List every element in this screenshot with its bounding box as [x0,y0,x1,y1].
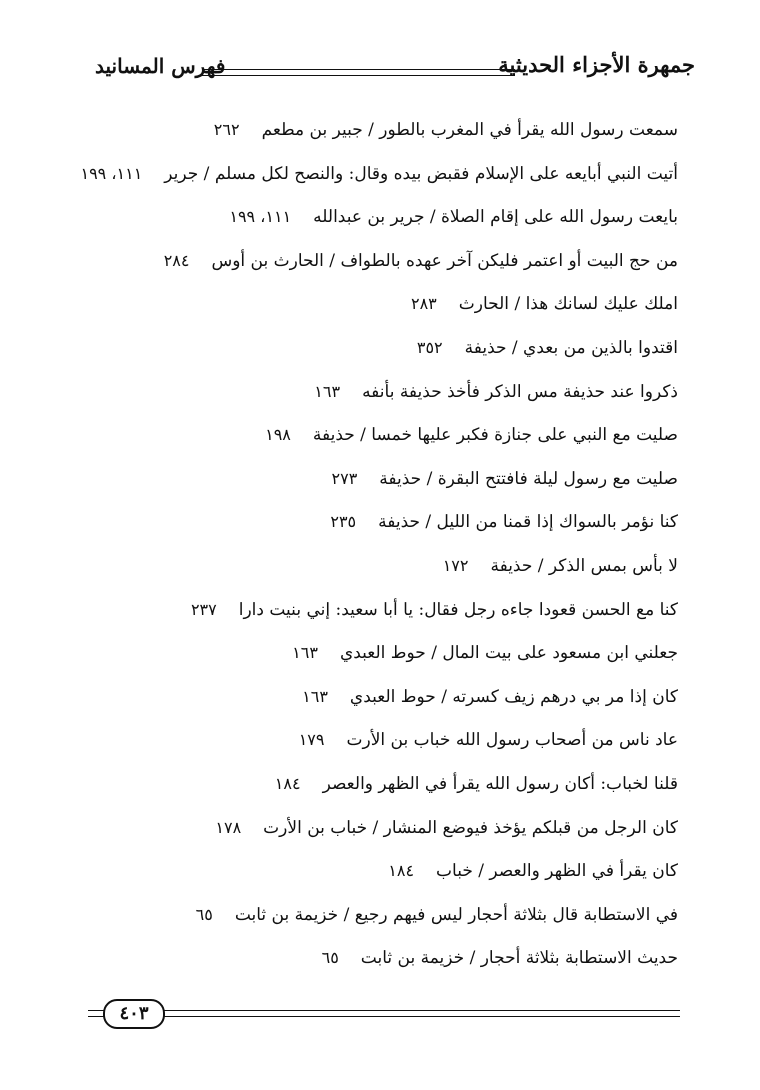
entry-pages: ١٩٨ [265,425,291,445]
entry-pages: ٢٨٤ [163,250,190,270]
index-entry [78,462,678,506]
entry-text: صليت مع رسول ليلة فافتتح البقرة / حذيفة [379,468,678,489]
entry-text: أتيت النبي أبايعه على الإسلام فقبض بيده وقال: والنصح لكل مسلم / جرير [164,163,678,184]
entry-pages: ١٦٣ [314,381,341,401]
page-header [95,52,695,92]
index-entry [78,418,678,462]
entry-pages: ١١١، ١٩٩ [229,207,292,227]
index-entry [78,680,678,724]
entry-text: قلنا لخباب: أكان رسول الله يقرأ في الظهر والعصر [322,773,678,794]
entry-pages: ١٧٢ [442,555,469,575]
index-entry [78,636,678,680]
entry-pages: ٢٣٥ [330,512,357,532]
entry-text: صليت مع النبي على جنازة فكبر عليها خمسا / حذيفة [312,425,678,446]
entry-pages: ٢٧٣ [331,468,358,488]
entry-pages: ١٧٩ [298,730,325,750]
entry-text: من حج البيت أو اعتمر فليكن آخر عهده بالطواف / الحارث بن أوس [211,250,678,271]
entry-text: عاد ناس من أصحاب رسول الله خباب بن الأرت [346,730,678,751]
entry-text: كان يقرأ في الظهر والعصر / خباب [436,861,678,882]
entry-text: املك عليك لسانك هذا / الحارث [458,294,678,315]
entry-pages: ٢٣٧ [190,599,217,619]
section-title: فهرس المسانيد [95,54,226,78]
entry-text: حديث الاستطابة بثلاثة أحجار / خزيمة بن ثابت [360,948,678,969]
index-entry [78,287,678,331]
index-entry [78,157,678,201]
entry-text: سمعت رسول الله يقرأ في المغرب بالطور / جبير بن مطعم [261,120,678,140]
entry-text: جعلني ابن مسعود على بيت المال / حوط العبدي [339,643,678,664]
index-entry [78,200,678,244]
entry-text: لا بأس بمس الذكر / حذيفة [490,555,678,576]
index-entry [78,811,678,855]
entry-pages: ٣٥٢ [416,337,443,357]
entry-text: كان الرجل من قبلكم يؤخذ فيوضع المنشار / خباب بن الأرت [263,817,678,838]
book-title: جمهرة الأجزاء الحديثية [498,52,695,77]
entry-text: في الاستطابة قال بثلاثة أحجار ليس فيهم رجيع / خزيمة بن ثابت [234,904,678,925]
entry-text: بايعت رسول الله على إقام الصلاة / جرير بن عبدالله [313,207,678,228]
entry-text: كنا نؤمر بالسواك إذا قمنا من الليل / حذيفة [378,512,678,533]
index-entry [78,375,678,419]
index-entry [78,549,678,593]
index-entry [78,113,678,157]
header-rule [202,69,515,76]
entry-text: ذكروا عند حذيفة مس الذكر فأخذ حذيفة بأنفه [362,381,678,402]
entry-pages: ١٦٣ [292,643,318,663]
entry-pages: ١٨٤ [274,773,301,793]
entry-text: كان إذا مر بي درهم زيف كسرته / حوط العبدي [349,686,678,707]
entry-pages: ١١١، ١٩٩ [80,163,143,183]
entry-pages: ١٧٨ [215,817,242,837]
entry-pages: ١٦٣ [302,686,328,706]
index-entry [78,593,678,637]
index-entry [78,941,678,985]
index-entry [78,331,678,375]
index-entry [78,767,678,811]
index-entry [78,723,678,767]
index-entry [78,854,678,898]
entry-pages: ٦٥ [195,904,213,924]
entry-text: كنا مع الحسن قعودا جاءه رجل فقال: يا أبا سعيد: إني بنيت دارا [238,599,678,620]
index-entries [78,113,678,985]
entry-pages: ١٨٤ [388,861,415,881]
index-entry [78,898,678,942]
index-entry [78,505,678,549]
index-entry [78,244,678,288]
footer-rule [88,1010,680,1017]
entry-pages: ٦٥ [321,948,339,968]
page-number: ٤٠٣ [103,999,165,1029]
entry-pages: ٢٦٢ [213,120,240,139]
entry-pages: ٢٨٣ [410,294,437,314]
entry-text: اقتدوا بالذين من بعدي / حذيفة [464,337,678,358]
